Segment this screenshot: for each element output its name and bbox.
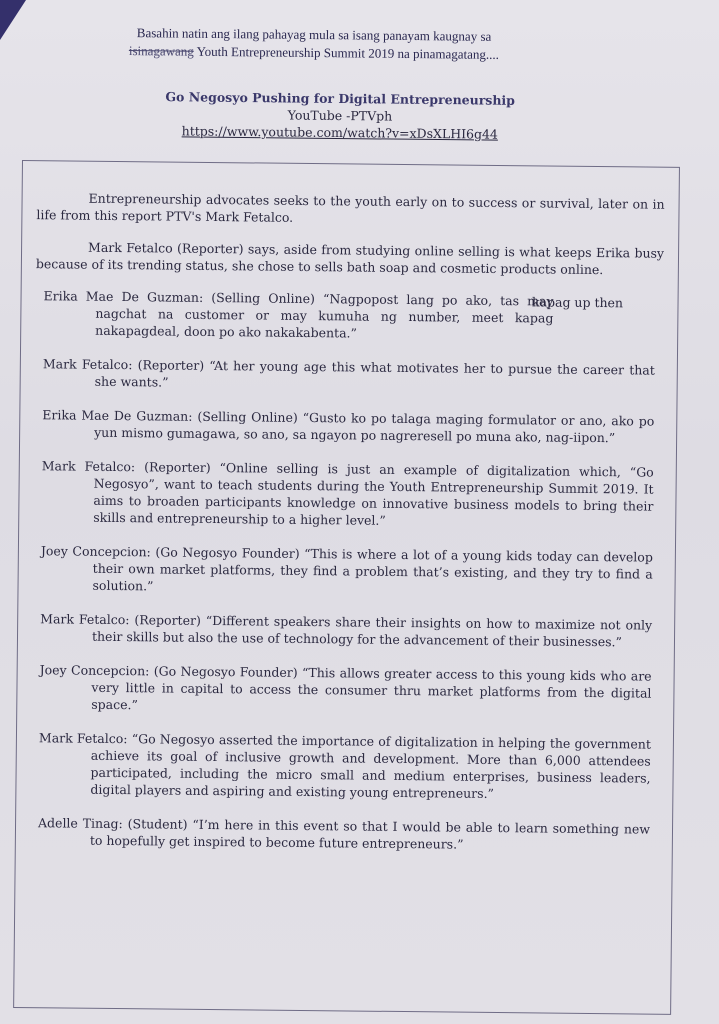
quote-fetalco-4: Mark Fetalco: “Go Negosyo asserted the importance of digitalization in helping the government achieve its goal of inclusive growth and development. More than 6,000 attendees participated, including the micro small and medium enterprises, business leaders, digital players and aspiring and existing young entrepreneurs.” bbox=[38, 730, 651, 801]
quote-fetalco-2: Mark Fetalco: (Reporter) “Online selling is just an example of digitalization which, “Go Negosyo”, want to teach students during the Youth Entrepreneurship Summit 2019. It aims to broaden participants knowledge on innovative business models to bring their skills and entrepreneurship to a higher level.” bbox=[41, 458, 654, 528]
intro-line-2-rest: Youth Entrepreneurship Summit 2019 na pinamagatang.... bbox=[193, 43, 500, 62]
handwritten-side-note: kapag up then bbox=[531, 294, 624, 311]
video-url-link[interactable]: https://www.youtube.com/watch?v=xDsXLHI6g44 bbox=[181, 123, 499, 142]
transcript-content bbox=[30, 189, 665, 872]
quote-concepcion-2: Joey Concepcion: (Go Negosyo Founder) “This allows greater access to this young kids who are very little in capital to access the consumer thru market platforms from the digital space.” bbox=[39, 662, 652, 713]
quote-concepcion-1: Joey Concepcion: (Go Negosyo Founder) “This is where a lot of a young kids today can develop their own market platforms, they find a problem that’s existing, and they try to find a solution.” bbox=[40, 543, 653, 594]
paragraph-intro: Entrepreneurship advocates seeks to the youth early on to success or survival, later on in life from this report PTV's Mark Fetalco. bbox=[36, 190, 665, 225]
quote-text: Erika Mae De Guzman: (Selling Online) “Nagpopost lang po ako, tas may nagchat na customer or may kumuha ng number, meet kapag nakapagdeal, doon po ako nakakabenta.” bbox=[43, 288, 554, 341]
transcript-box bbox=[13, 160, 680, 1015]
quote-fetalco-3: Mark Fetalco: (Reporter) “Different speakers share their insights on how to maximize not only their skills but also the use of technology for the advancement of their businesses.” bbox=[40, 611, 653, 650]
intro-struck-word: isinagawang bbox=[128, 43, 194, 59]
quote-fetalco-1: Mark Fetalco: (Reporter) “At her young age this what motivates her to pursue the career that she wants.” bbox=[42, 356, 655, 390]
intro-text bbox=[14, 23, 614, 65]
source-header bbox=[120, 88, 561, 144]
quote-erika-2: Erika Mae De Guzman: (Selling Online) “Gusto ko po talaga maging formulator or ano, ako po yun mismo gumagawa, so ano, sa ngayon po nagreresell po muna ako, nag-iipon.” bbox=[42, 407, 655, 446]
paragraph-reporter-summary: Mark Fetalco (Reporter) says, aside from studying online selling is what keeps Erika busy because of its trending status, she chose to sells bath soap and cosmetic products online. bbox=[35, 239, 665, 278]
video-title: Go Negosyo Pushing for Digital Entrepreneurship bbox=[165, 89, 516, 108]
quote-tinag: Adelle Tinag: (Student) “I’m here in this event so that I would be able to learn something new to hopefully get inspired to become future entrepreneurs.” bbox=[37, 815, 651, 852]
quote-erika-1 bbox=[35, 287, 663, 345]
intro-line-1: Basahin natin ang ilang pahayag mula sa isang panayam kaugnay sa bbox=[136, 25, 492, 44]
video-source: YouTube -PTVph bbox=[287, 107, 393, 124]
